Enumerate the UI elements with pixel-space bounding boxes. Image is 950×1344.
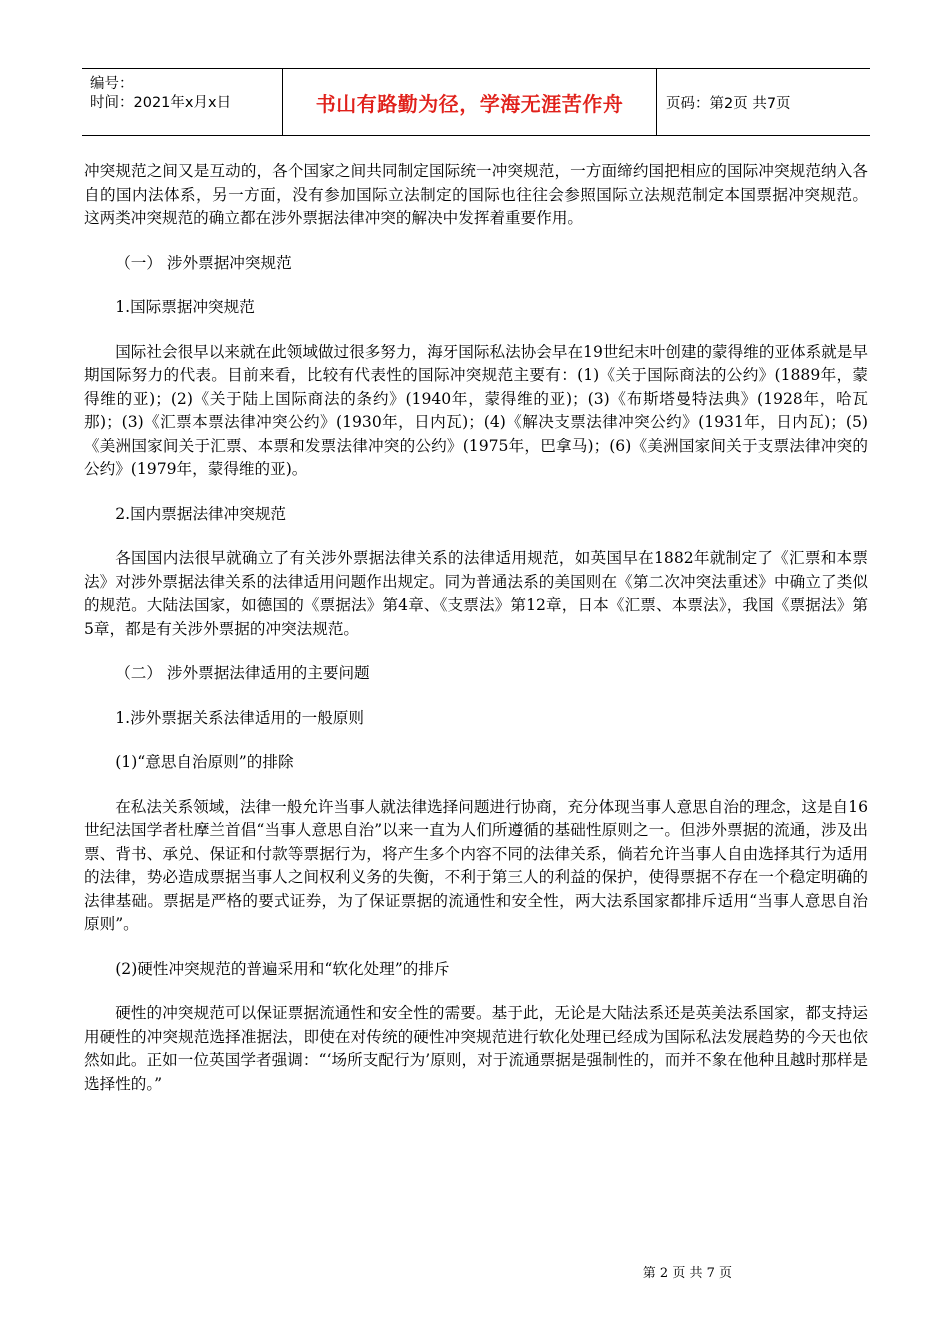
date-label: 时间：2021年x月x日 [90, 95, 232, 111]
header-meta [82, 69, 282, 135]
subsection-heading: 1.涉外票据关系法律适用的一般原则 [115, 708, 364, 727]
section-heading: （一） 涉外票据冲突规范 [115, 253, 292, 272]
section-heading: （二） 涉外票据法律适用的主要问题 [115, 664, 370, 682]
body-paragraph: 冲突规范之间又是互动的，各个国家之间共同制定国际统一冲突规范，一方面缔约国把相应的国际冲突规范纳入各自的国内法体系，另一方面，没有参加国际立法制定的国际也往往会参照国际立法规范制定本国票据冲突规范。 这两类冲突规范的确立都在涉外票据法律冲突的解决中发挥着重要作用。 [84, 162, 868, 227]
document-body [84, 160, 868, 1096]
body-paragraph: 国际社会很早以来就在此领域做过很多努力，海牙国际私法协会早在19世纪末叶创建的蒙得维的亚体系就是早期国际努力的代表。目前来看，比较有代表性的国际冲突规范主要有：(1)《关于国际商法的公约》(1889年，蒙得维的亚)；(2)《关于陆上国际商法的条约》(1940年，蒙得维的亚)；(3)《布斯塔曼特法典》(1928年，哈瓦那)；(3)《汇票本票法律冲突公约》(1930年，日内瓦)；(4)《解决支票法律冲突公约》(1931年，日内瓦)；(5)《美洲国家间关于汇票、本票和发票法律冲突的公约》(1975年，巴拿马)；(6)《美洲国家间关于支票法律冲突的公约》(1979年，蒙得维的亚)。 [84, 342, 868, 478]
serial-number-label: 编号： [90, 76, 134, 92]
subsection-heading: 1.国际票据冲突规范 [115, 298, 255, 316]
body-paragraph: 硬性的冲突规范可以保证票据流通性和安全性的需要。基于此，无论是大陆法系还是英美法系国家，都支持运用硬性的冲突规范选择准据法，即使在对传统的硬性冲突规范进行软化处理已经成为国际私法发展趋势的今天也依然如此。正如一位英国学者强调：“‘场所支配行为’原则，对于流通票据是强制性的，而并不象在他种且越时那样是选择性的。” [84, 1004, 868, 1093]
subsection-heading: (2)硬性冲突规范的普遍采用和“软化处理”的排斥 [115, 959, 450, 978]
subsection-heading: (1)“意思自治原则”的排除 [115, 753, 294, 771]
body-paragraph: 在私法关系领域，法律一般允许当事人就法律选择问题进行协商，充分体现当事人意思自治的理念，这是自16世纪法国学者杜摩兰首倡“当事人意思自治”以来一直为人们所遵循的基础性原则之一。但涉外票据的流通，涉及出票、背书、承兑、保证和付款等票据行为，将产生多个内容不同的法律关系，倘若允许当事人自由选择其行为适用的法律，势必造成票据当事人之间权利义务的失衡，不利于第三人的利益的保护，使得票据不存在一个稳定明确的法律基础。票据是严格的要式证券，为了保证票据的流通性和安全性，两大法系国家都排斥适用“当事人意思自治原则”。 [84, 797, 868, 933]
page-header [82, 68, 870, 136]
header-motto: 书山有路勤为径，学海无涯苦作舟 [282, 69, 657, 135]
page-footer: 第 2 页 共 7 页 [642, 1266, 732, 1281]
subsection-heading: 2.国内票据法律冲突规范 [115, 504, 287, 523]
body-paragraph: 各国国内法很早就确立了有关涉外票据法律关系的法律适用规范，如英国早在1882年就制定了《汇票和本票法》对涉外票据法律关系的法律适用问题作出规定。同为普通法系的美国则在《第二次冲突法重述》中确立了类似的规范。大陆法国家，如德国的《票据法》第4章、《支票法》第12章，日本《汇票、本票法》，我国《票据法》第5章，都是有关涉外票据的冲突法规范。 [84, 549, 868, 638]
header-page-info: 页码：第2页 共7页 [666, 95, 791, 112]
